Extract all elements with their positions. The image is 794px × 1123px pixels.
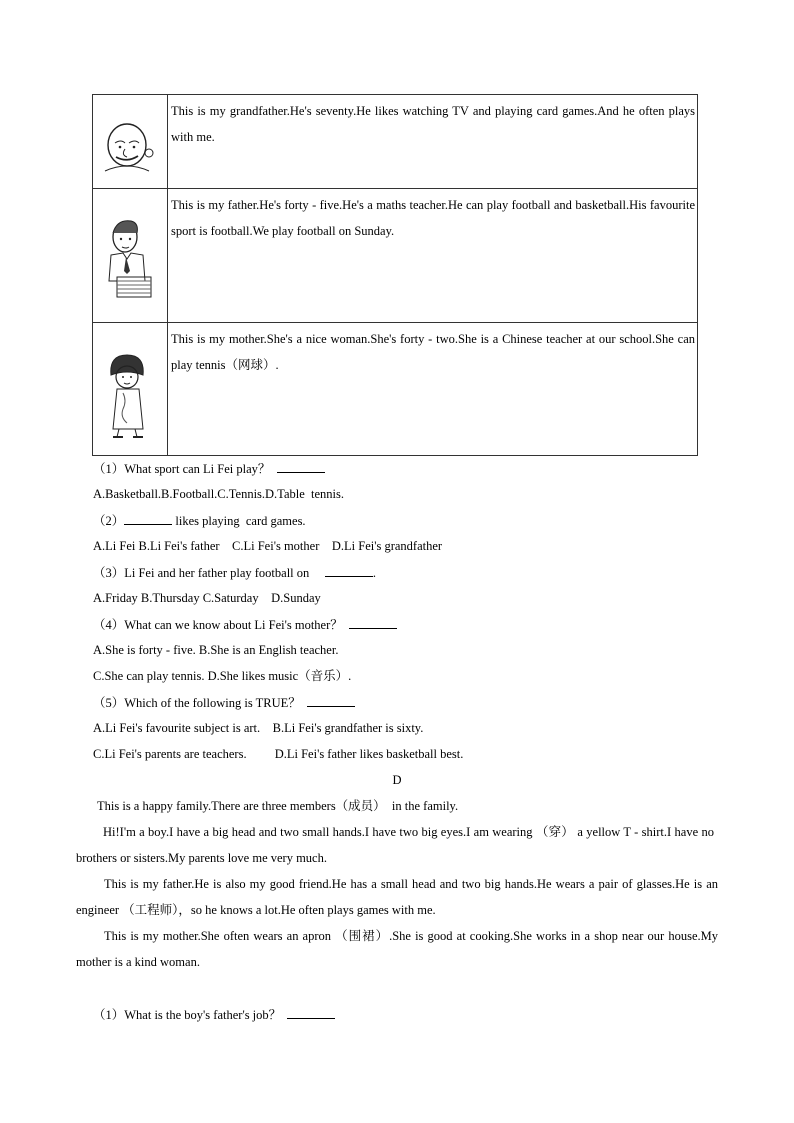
family-table bbox=[92, 94, 698, 456]
question-2: （2） likes playing card games. bbox=[93, 514, 306, 528]
father-text: This is my father.He's forty - five.He's a maths teacher.He can play football and basketball.His favourite sport is football.We play football on Sunday. bbox=[168, 189, 698, 323]
mother-picture-cell bbox=[93, 323, 168, 456]
table-row bbox=[93, 323, 698, 456]
question-d1: （1）What is the boy's father's job？ bbox=[93, 1006, 335, 1023]
question-4-options-a-b: A.She is forty - five. B.She is an English teacher. bbox=[93, 643, 339, 657]
question-3-options: A.Friday B.Thursday C.Saturday D.Sunday bbox=[93, 591, 321, 605]
father-picture-cell bbox=[93, 189, 168, 323]
table-row bbox=[93, 95, 698, 189]
paragraph-father: This is my father.He is also my good friend.He has a small head and two big hands.He wears a pair of glasses.He is an engineer （工程师），so he knows a lot.He often plays games with me. bbox=[76, 877, 718, 917]
question-4-options-c-d: C.She can play tennis. D.She likes music（音乐）. bbox=[93, 669, 352, 683]
question-4: （4）What can we know about Li Fei's mother？ bbox=[93, 616, 397, 633]
question-1: （1）What sport can Li Fei play？ bbox=[93, 460, 325, 477]
answer-blank[interactable] bbox=[349, 616, 397, 629]
answer-blank[interactable] bbox=[325, 564, 373, 577]
answer-blank[interactable] bbox=[277, 460, 325, 473]
answer-blank[interactable] bbox=[307, 694, 355, 707]
mother-text: This is my mother.She's a nice woman.She's forty - two.She is a Chinese teacher at our school.She can play tennis（网球）. bbox=[168, 323, 698, 456]
question-5-options-a-b: A.Li Fei's favourite subject is art. B.Li Fei's grandfather is sixty. bbox=[93, 721, 424, 735]
father-icon bbox=[93, 189, 167, 321]
question-2-options: A.Li Fei B.Li Fei's father C.Li Fei's mother D.Li Fei's grandfather bbox=[93, 539, 443, 553]
question-1-options: A.Basketball.B.Football.C.Tennis.D.Table tennis. bbox=[93, 487, 345, 501]
paragraph-boy: Hi!I'm a boy.I have a big head and two small hands.I have two big eyes.I am wearing （穿） a yellow T - shirt.I have no brothers or sisters.My parents love me very much. bbox=[76, 825, 714, 865]
answer-blank[interactable] bbox=[287, 1006, 335, 1019]
paragraph-mother: This is my mother.She often wears an apron （围裙）.She is good at cooking.She works in a shop near our house.My mother is a kind woman. bbox=[76, 929, 718, 969]
mother-icon bbox=[93, 323, 167, 454]
intro-line: This is a happy family.There are three members（成员） in the family. bbox=[97, 799, 459, 813]
table-row bbox=[93, 189, 698, 323]
question-3: （3）Li Fei and her father play football on . bbox=[93, 566, 377, 580]
grandfather-picture-cell bbox=[93, 95, 168, 189]
section-heading: D bbox=[392, 773, 402, 787]
grandfather-text: This is my grandfather.He's seventy.He likes watching TV and playing card games.And he often plays with me. bbox=[168, 95, 698, 189]
grandfather-icon bbox=[93, 95, 167, 187]
answer-blank[interactable] bbox=[124, 512, 172, 525]
question-5: （5）Which of the following is TRUE？ bbox=[93, 694, 355, 711]
question-5-options-c-d: C.Li Fei's parents are teachers. D.Li Fei's father likes basketball best. bbox=[93, 747, 464, 761]
